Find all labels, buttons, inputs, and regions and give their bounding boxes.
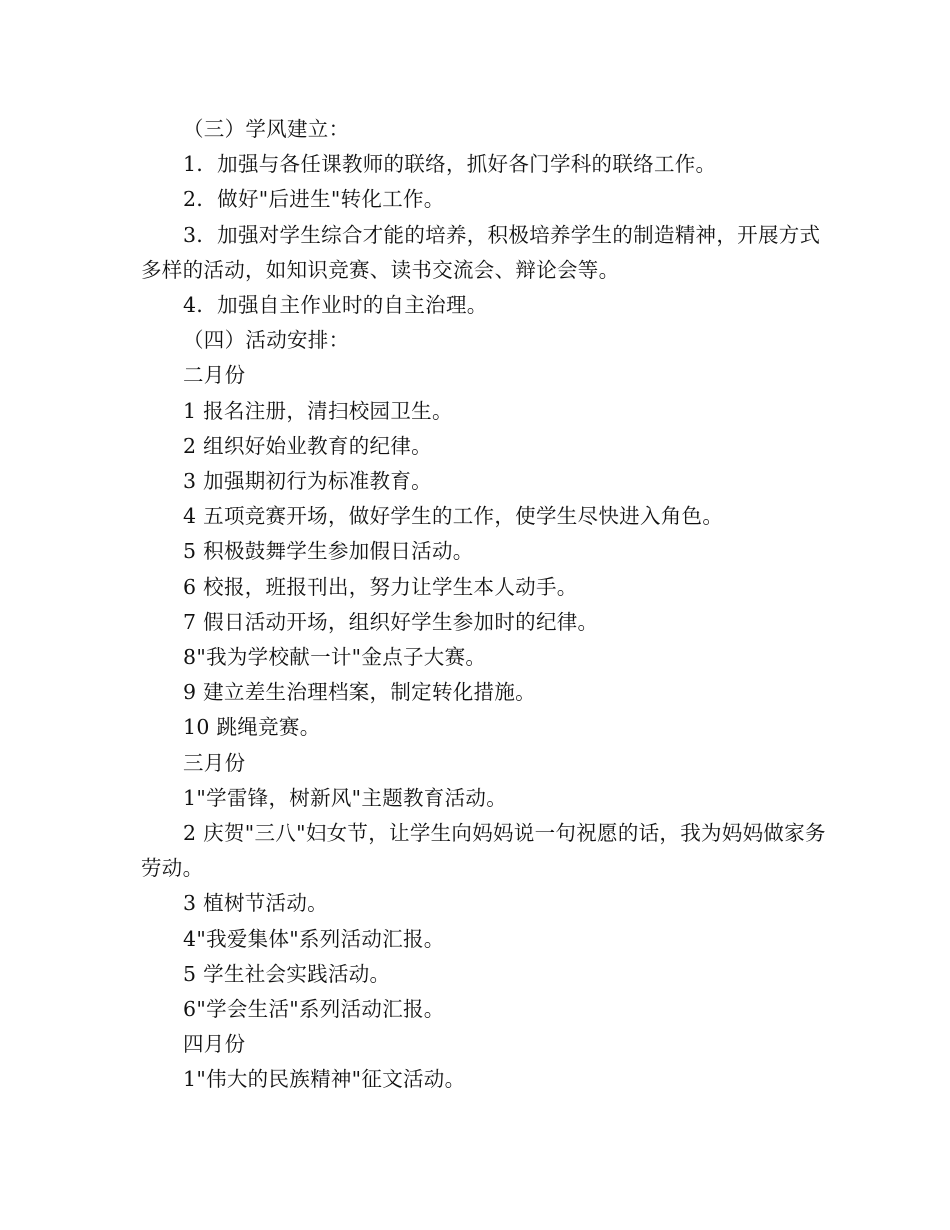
- list-item: 4．加强自主作业时的自主治理。: [183, 293, 488, 318]
- list-item: 2．做好"后进生"转化工作。: [183, 187, 445, 212]
- month-heading-february: 二月份: [183, 363, 246, 388]
- list-item: 5 积极鼓舞学生参加假日活动。: [183, 539, 474, 564]
- month-heading-march: 三月份: [183, 750, 246, 775]
- list-item: 4"我爱集体"系列活动汇报。: [183, 926, 445, 951]
- list-item: 2 庆贺"三八"妇女节，让学生向妈妈说一句祝愿的话，我为妈妈做家务劳动。: [141, 821, 826, 881]
- list-item: 3．加强对学生综合才能的培养，积极培养学生的制造精神，开展方式多样的活动，如知识竞赛、读书交流会、辩论会等。: [141, 222, 821, 282]
- list-item: 3 加强期初行为标准教育。: [183, 469, 432, 494]
- section-heading-activities: （四）活动安排：: [183, 328, 350, 353]
- list-item: 4 五项竞赛开场，做好学生的工作，使学生尽快进入角色。: [183, 504, 724, 529]
- list-item: 10 跳绳竞赛。: [183, 715, 321, 740]
- list-item: 1．加强与各任课教师的联络，抓好各门学科的联络工作。: [183, 152, 717, 177]
- list-item: 7 假日活动开场，组织好学生参加时的纪律。: [183, 609, 599, 634]
- list-item: 1"学雷锋，树新风"主题教育活动。: [183, 785, 508, 810]
- list-item: 1 报名注册，清扫校园卫生。: [183, 398, 453, 423]
- list-item: 8"我为学校献一计"金点子大赛。: [183, 645, 487, 670]
- month-heading-april: 四月份: [183, 1032, 246, 1057]
- document-body: [141, 112, 831, 1098]
- list-item: 5 学生社会实践活动。: [183, 961, 391, 986]
- list-item: 1"伟大的民族精神"征文活动。: [183, 1067, 466, 1092]
- list-item: 9 建立差生治理档案，制定转化措施。: [183, 680, 536, 705]
- list-item: 6 校报，班报刊出，努力让学生本人动手。: [183, 574, 578, 599]
- list-item: 2 组织好始业教育的纪律。: [183, 433, 432, 458]
- section-heading-study-style: （三）学风建立：: [183, 117, 350, 141]
- list-item: 6"学会生活"系列活动汇报。: [183, 997, 445, 1022]
- list-item: 3 植树节活动。: [183, 891, 328, 916]
